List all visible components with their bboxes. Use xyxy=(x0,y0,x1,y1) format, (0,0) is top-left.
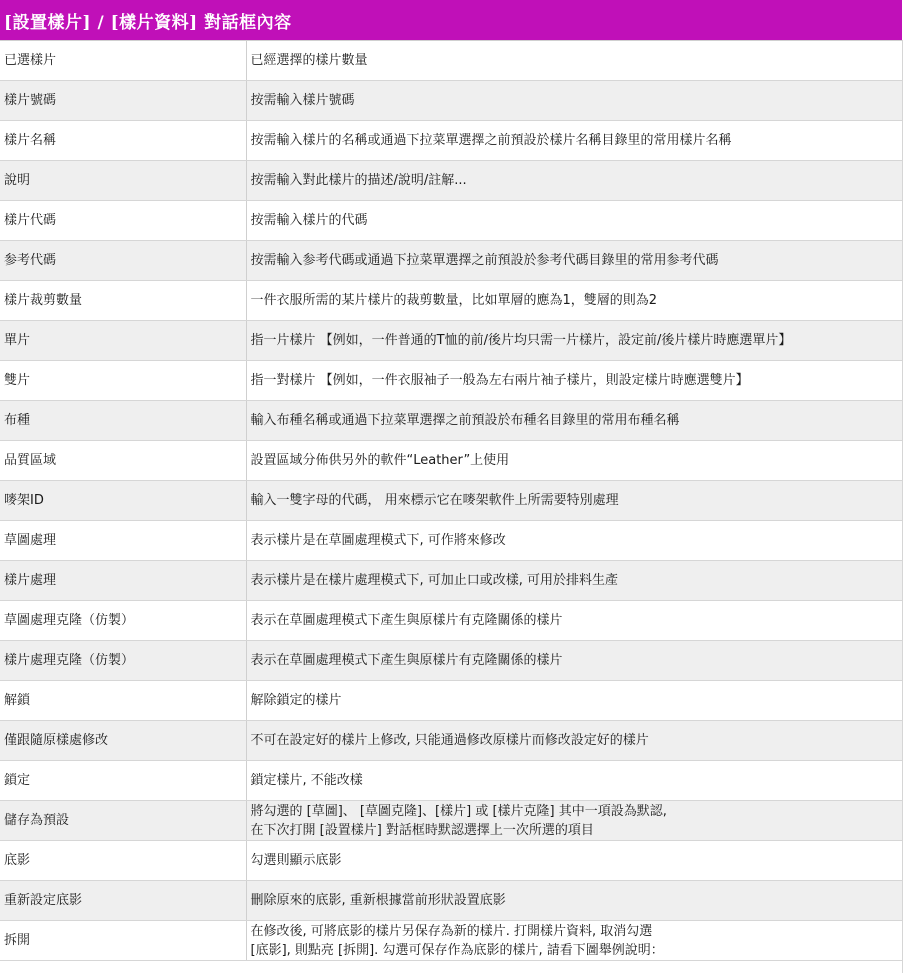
row-desc: 不可在設定好的樣片上修改, 只能通過修改原樣片而修改設定好的樣片 xyxy=(246,721,902,761)
row-desc: 按需輸入樣片的名稱或通過下拉菜單選擇之前預設於樣片名稱目錄里的常用樣片名稱 xyxy=(246,121,902,161)
row-term: 拆開 xyxy=(0,921,246,961)
table-row xyxy=(0,641,902,681)
row-term: 草圖處理克隆（仿製） xyxy=(0,601,246,641)
table-row xyxy=(0,481,902,521)
row-term: 重新設定底影 xyxy=(0,881,246,921)
row-desc: 解除鎖定的樣片 xyxy=(246,681,902,721)
table-row xyxy=(0,201,902,241)
table-row xyxy=(0,121,902,161)
table-row xyxy=(0,321,902,361)
row-desc-line: [底影], 則點亮 [拆開]. 勾選可保存作為底影的樣片, 請看下圖舉例說明： xyxy=(250,942,664,958)
table-row xyxy=(0,41,902,81)
row-desc: 表示在草圖處理模式下產生與原樣片有克隆關係的樣片 xyxy=(246,601,902,641)
row-desc: 表示樣片是在樣片處理模式下, 可加止口或改樣, 可用於排料生產 xyxy=(246,561,902,601)
row-term: 樣片代碼 xyxy=(0,201,246,241)
table-row xyxy=(0,401,902,441)
row-desc: 指一對樣片 【例如，一件衣服袖子一般為左右兩片袖子樣片，則設定樣片時應選雙片】 xyxy=(246,361,902,401)
row-term: 單片 xyxy=(0,321,246,361)
table-row xyxy=(0,881,902,921)
row-desc: 輸入一雙字母的代碼， 用來標示它在嘜架軟件上所需要特別處理 xyxy=(246,481,902,521)
table-row xyxy=(0,921,902,961)
row-desc xyxy=(246,921,902,961)
row-term: 樣片處理克隆（仿製） xyxy=(0,641,246,681)
row-desc-line: 在下次打開 [設置樣片] 對話框時默認選擇上一次所選的項目 xyxy=(250,822,594,838)
row-desc: 勾選則顯示底影 xyxy=(246,841,902,881)
row-term: 参考代碼 xyxy=(0,241,246,281)
row-term: 已選樣片 xyxy=(0,41,246,81)
row-term: 僅跟隨原樣處修改 xyxy=(0,721,246,761)
row-desc: 表示樣片是在草圖處理模式下, 可作將來修改 xyxy=(246,521,902,561)
row-term: 鎖定 xyxy=(0,761,246,801)
table-row xyxy=(0,761,902,801)
row-term: 儲存為預設 xyxy=(0,801,246,841)
table-row xyxy=(0,561,902,601)
row-term: 雙片 xyxy=(0,361,246,401)
row-desc: 按需輸入参考代碼或通過下拉菜單選擇之前預設於参考代碼目錄里的常用参考代碼 xyxy=(246,241,902,281)
row-term: 品質區域 xyxy=(0,441,246,481)
table-row xyxy=(0,281,902,321)
row-term: 說明 xyxy=(0,161,246,201)
row-term: 樣片名稱 xyxy=(0,121,246,161)
table-right-border xyxy=(902,40,903,973)
table-row xyxy=(0,601,902,641)
row-term: 嘜架ID xyxy=(0,481,246,521)
row-desc-line: 在修改後, 可將底影的樣片另保存為新的樣片. 打開樣片資料, 取消勾選 xyxy=(250,923,653,939)
row-desc: 一件衣服所需的某片樣片的裁剪數量，比如單層的應為1，雙層的則為2 xyxy=(246,281,902,321)
table-row xyxy=(0,721,902,761)
row-desc xyxy=(246,801,902,841)
row-desc: 按需輸入樣片號碼 xyxy=(246,81,902,121)
row-term: 底影 xyxy=(0,841,246,881)
table-title: [設置樣片] / [樣片資料] 對話框內容 xyxy=(0,0,902,41)
row-term: 樣片裁剪數量 xyxy=(0,281,246,321)
table-row xyxy=(0,161,902,201)
row-term: 解鎖 xyxy=(0,681,246,721)
row-desc: 已經選擇的樣片數量 xyxy=(246,41,902,81)
table-row xyxy=(0,81,902,121)
row-desc: 鎖定樣片, 不能改樣 xyxy=(246,761,902,801)
table-row xyxy=(0,521,902,561)
row-desc-line: 將勾選的 [草圖]、 [草圖克隆]、[樣片] 或 [樣片克隆] 其中一項設為默認, xyxy=(250,803,667,819)
table-row xyxy=(0,361,902,401)
table-row xyxy=(0,801,902,841)
header-row xyxy=(0,0,902,41)
row-desc: 指一片樣片 【例如，一件普通的T恤的前/後片均只需一片樣片，設定前/後片樣片時應選單片】 xyxy=(246,321,902,361)
row-term: 草圖處理 xyxy=(0,521,246,561)
table-row xyxy=(0,241,902,281)
row-desc: 輸入布種名稱或通過下拉菜單選擇之前預設於布種名目錄里的常用布種名稱 xyxy=(246,401,902,441)
row-term: 樣片處理 xyxy=(0,561,246,601)
row-desc: 表示在草圖處理模式下產生與原樣片有克隆關係的樣片 xyxy=(246,641,902,681)
row-term: 布種 xyxy=(0,401,246,441)
row-desc: 按需輸入樣片的代碼 xyxy=(246,201,902,241)
table-row xyxy=(0,841,902,881)
table-row xyxy=(0,441,902,481)
row-term: 樣片號碼 xyxy=(0,81,246,121)
row-desc: 刪除原來的底影, 重新根據當前形狀設置底影 xyxy=(246,881,902,921)
table-row xyxy=(0,681,902,721)
row-desc: 按需輸入對此樣片的描述/說明/註解... xyxy=(246,161,902,201)
row-desc: 設置區域分佈供另外的軟件“Leather”上使用 xyxy=(246,441,902,481)
